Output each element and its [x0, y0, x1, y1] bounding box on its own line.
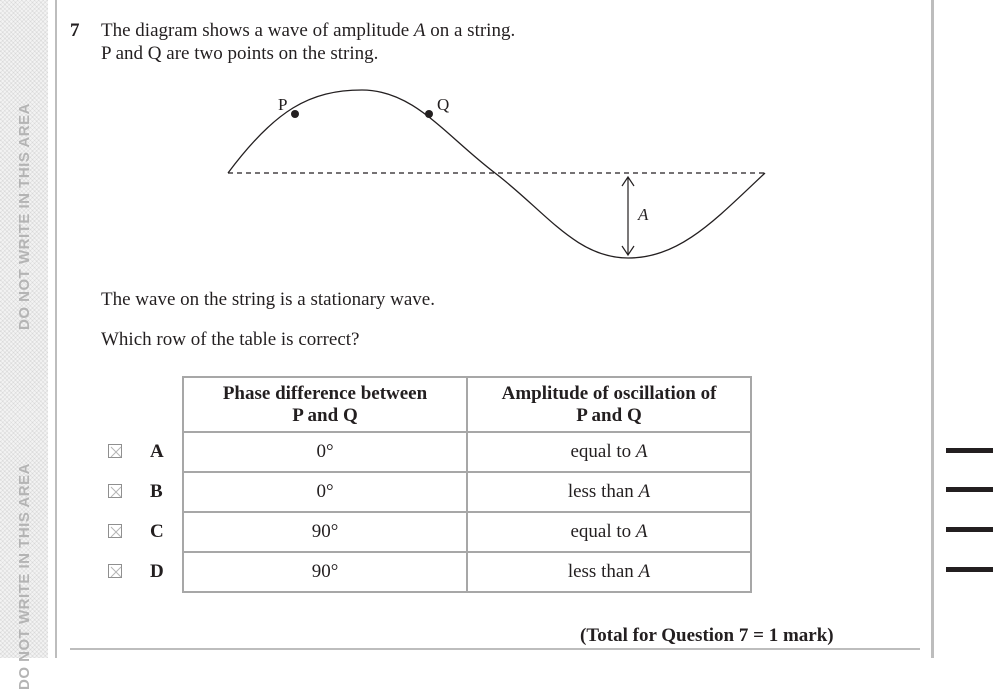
option-d-letter: D [150, 561, 164, 582]
phase-cell: 90° [183, 552, 467, 592]
cross-icon [109, 565, 123, 579]
wave-diagram [220, 80, 780, 270]
option-d-checkbox[interactable] [108, 564, 122, 578]
point-q-dot [425, 110, 433, 118]
option-a-letter: A [150, 441, 164, 462]
amplitude-cell: less than A [467, 552, 751, 592]
table-row [183, 432, 751, 472]
question-number: 7 [70, 20, 80, 41]
option-b-checkbox[interactable] [108, 484, 122, 498]
table-row [183, 472, 751, 512]
statement-text: The wave on the string is a stationary wave. [101, 289, 435, 310]
label-a: A [638, 205, 649, 224]
page-marker-2 [946, 487, 993, 492]
answer-table [182, 376, 752, 593]
amplitude-cell: equal to A [467, 512, 751, 552]
phase-cell: 0° [183, 432, 467, 472]
amplitude-cell: less than A [467, 472, 751, 512]
header-phase: Phase difference between P and Q [183, 377, 467, 432]
question-line-2: P and Q are two points on the string. [101, 43, 379, 64]
right-divider [931, 0, 934, 658]
page-marker-1 [946, 448, 993, 453]
prompt-text: Which row of the table is correct? [101, 329, 360, 350]
cross-icon [109, 525, 123, 539]
table-row [183, 552, 751, 592]
label-q: Q [437, 95, 450, 114]
cross-icon [109, 445, 123, 459]
amplitude-cell: equal to A [467, 432, 751, 472]
margin-warning-bottom: DO NOT WRITE IN THIS AREA [16, 463, 33, 690]
question-line-1: The diagram shows a wave of amplitude A on a string. [101, 20, 516, 41]
option-a-checkbox[interactable] [108, 444, 122, 458]
option-c-letter: C [150, 521, 164, 542]
phase-cell: 90° [183, 512, 467, 552]
wave-curve [228, 90, 765, 258]
header-amplitude: Amplitude of oscillation of P and Q [467, 377, 751, 432]
label-p: P [278, 95, 288, 114]
margin-divider [55, 0, 57, 658]
question-total: (Total for Question 7 = 1 mark) [580, 625, 834, 646]
table-row [183, 512, 751, 552]
option-c-checkbox[interactable] [108, 524, 122, 538]
cross-icon [109, 485, 123, 499]
point-p-dot [291, 110, 299, 118]
footer-divider [70, 648, 920, 650]
option-b-letter: B [150, 481, 163, 502]
page-marker-4 [946, 567, 993, 572]
margin-warning-top: DO NOT WRITE IN THIS AREA [16, 103, 33, 330]
phase-cell: 0° [183, 472, 467, 512]
page-marker-3 [946, 527, 993, 532]
